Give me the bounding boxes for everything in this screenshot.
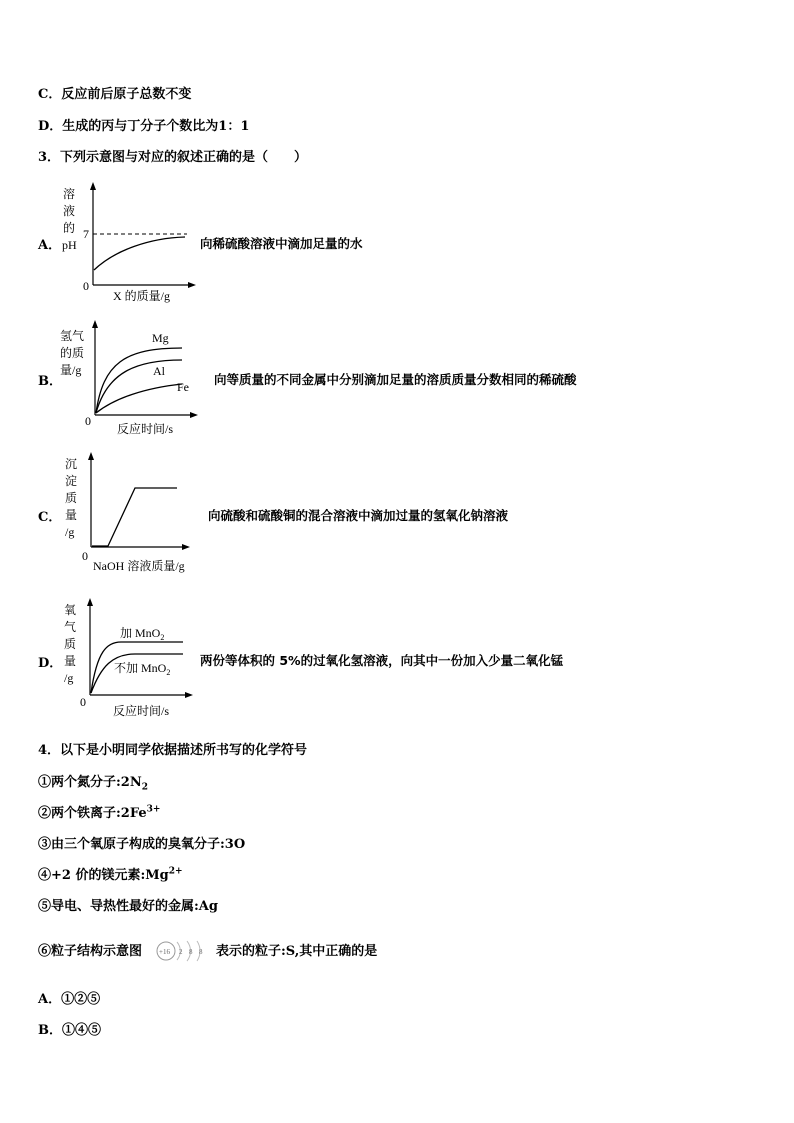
item-6-post: 表示的粒子:S,其中正确的是: [216, 944, 378, 959]
graph-d-ylabel-2: 气: [64, 620, 77, 634]
graph-b-xlabel: 反应时间/s: [117, 422, 174, 436]
graph-d-origin: 0: [80, 695, 86, 709]
graph-c-ylabel-1: 沉: [65, 457, 78, 471]
graph-d-ylabel-4: 量: [64, 654, 77, 668]
svg-text:8: 8: [189, 948, 193, 956]
option-a-label: A．: [38, 238, 62, 253]
item-2: ②两个铁离子$:2Fe^{3+}$: [38, 804, 161, 821]
graph-b-ylabel-3: 量/g: [60, 363, 82, 377]
graph-d-xlabel: 反应时间/s: [113, 704, 170, 718]
option-c-label: C．: [38, 510, 62, 525]
option-b-desc: 向等质量的不同金属中分别滴加足量的溶质质量分数相同的稀硫酸: [214, 372, 577, 387]
item-3: ③由三个氧原子构成的臭氧分子:3O: [38, 837, 246, 852]
item-4: ④+2 价的镁元素$:Mg^{2+}$: [38, 866, 183, 883]
answer-a: A．①②⑤: [38, 992, 101, 1007]
graph-b-origin: 0: [85, 414, 91, 428]
answer-b: B．①④⑤: [38, 1023, 101, 1038]
option-b-label: B．: [38, 374, 62, 389]
graph-b-series-mg: Mg: [152, 331, 169, 345]
atom-structure-diagram: [155, 936, 213, 966]
option-d-prev: D．生成的丙与丁分子个数比为1：1: [38, 119, 250, 134]
graph-c-ylabel-4: 量: [65, 508, 78, 522]
question-3-stem: 3．下列示意图与对应的叙述正确的是（ ）: [38, 150, 308, 165]
graph-c-xlabel: NaOH 溶液质量/g: [93, 559, 185, 573]
option-a-desc: 向稀硫酸溶液中滴加足量的水: [200, 236, 363, 251]
graph-b-series-fe: Fe: [177, 380, 189, 394]
graph-d-ylabel-1: 氧: [64, 603, 77, 617]
graph-c-ylabel-5: /g: [65, 525, 75, 539]
graph-a: [55, 180, 205, 305]
graph-c-ylabel-3: 质: [65, 491, 78, 505]
graph-d-ylabel-3: 质: [64, 637, 77, 651]
graph-b-series-al: Al: [153, 364, 165, 378]
question-4-stem: 4．以下是小明同学依据描述所书写的化学符号: [38, 743, 308, 758]
svg-text:2: 2: [179, 948, 183, 956]
graph-a-ylabel-4: pH: [62, 238, 77, 252]
option-c-prev: C．反应前后原子总数不变: [38, 87, 192, 102]
item-5: ⑤导电、导热性最好的金属:Ag: [38, 899, 218, 914]
graph-b-ylabel-2: 的质: [60, 346, 85, 360]
graph-a-origin: 0: [83, 279, 89, 293]
graph-a-ylabel-3: 的: [63, 221, 76, 235]
svg-text:+16: +16: [159, 948, 170, 956]
item-1: ①两个氮分子$:2N_2$: [38, 775, 148, 793]
graph-c: [55, 450, 215, 575]
graph-a-ylabel-2: 液: [63, 204, 76, 218]
option-d-label: D．: [38, 656, 63, 671]
option-d-desc: 两份等体积的 5%的过氧化氢溶液，向其中一份加入少量二氧化锰: [200, 653, 564, 668]
graph-b: [55, 318, 215, 440]
graph-d-ylabel-5: /g: [64, 671, 74, 685]
graph-d-series-with-mno2: 加 MnO$_2$: [120, 626, 165, 642]
graph-a-ytick-7: 7: [83, 227, 89, 241]
option-c-desc: 向硫酸和硫酸铜的混合溶液中滴加过量的氢氧化钠溶液: [208, 508, 509, 523]
graph-b-ylabel-1: 氢气: [60, 329, 85, 343]
graph-c-ylabel-2: 淀: [65, 474, 78, 488]
item-6-pre: ⑥粒子结构示意图: [38, 944, 143, 959]
graph-c-origin: 0: [82, 549, 88, 563]
graph-a-ylabel-1: 溶: [63, 187, 76, 201]
graph-a-xlabel: X 的质量/g: [113, 289, 171, 303]
svg-text:8: 8: [199, 948, 203, 956]
graph-d-series-without-mno2: 不加 MnO$_2$: [114, 661, 171, 677]
